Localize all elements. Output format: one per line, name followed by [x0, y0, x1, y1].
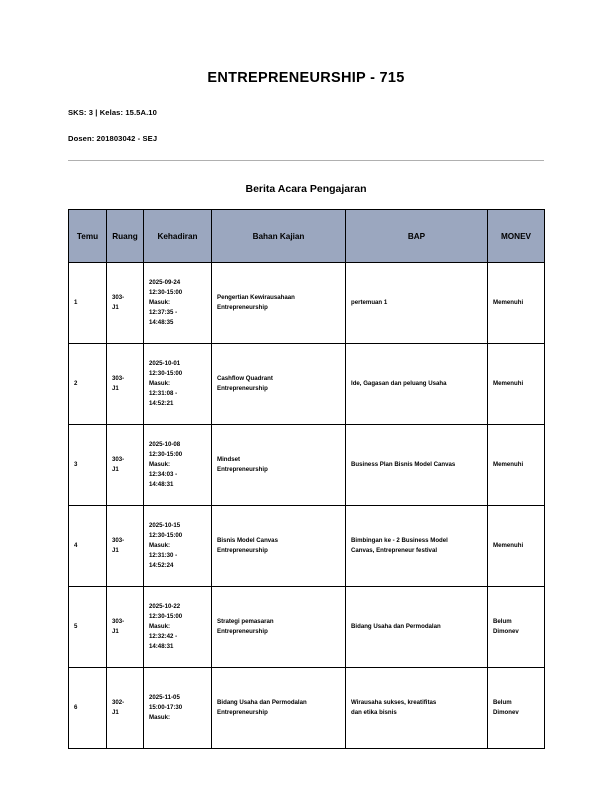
kehadiran-date: 2025-10-22 — [149, 603, 181, 611]
cell-kehadiran — [144, 425, 212, 506]
cell-ruang — [107, 587, 144, 668]
table-row — [69, 506, 545, 587]
cell-bap — [346, 425, 488, 506]
bap-line-2: dan etika bisnis — [351, 709, 397, 716]
kehadiran-slot: 12:30-15:00 — [149, 451, 183, 459]
bahan-line-2: Entrepreneurship — [217, 466, 268, 473]
column-header-temu: Temu — [69, 210, 107, 263]
cell-temu: 1 — [69, 263, 107, 344]
kehadiran-end: 14:52:21 — [149, 399, 174, 407]
status-badge: Memenuhi — [493, 461, 524, 469]
ruang-line-1: 303- — [112, 618, 125, 626]
cell-bahan-kajian — [212, 668, 346, 749]
cell-bahan-kajian — [212, 587, 346, 668]
bap-line-2: Canvas, Entrepreneur festival — [351, 547, 438, 554]
ruang-line-2: J1 — [112, 466, 119, 473]
bap-line-1: Business Plan Bisnis Model Canvas — [351, 461, 456, 469]
kehadiran-date: 2025-10-08 — [149, 441, 181, 449]
kehadiran-start: 12:31:30 - — [149, 551, 178, 559]
bahan-line-2: Entrepreneurship — [217, 304, 268, 311]
cell-kehadiran — [144, 344, 212, 425]
meta-dosen: Dosen: 201803042 - SEJ — [68, 134, 158, 143]
ruang-line-2: J1 — [112, 628, 119, 635]
cell-kehadiran — [144, 263, 212, 344]
column-header-kehadiran: Kehadiran — [144, 210, 212, 263]
kehadiran-start: 12:34:03 - — [149, 470, 178, 478]
kehadiran-slot: 15:00-17:30 — [149, 704, 183, 712]
cell-ruang — [107, 506, 144, 587]
kehadiran-end: 14:48:35 — [149, 318, 174, 326]
ruang-line-2: J1 — [112, 709, 119, 716]
table-header — [69, 210, 545, 263]
bap-line-1: Ide, Gagasan dan peluang Usaha — [351, 380, 447, 388]
cell-bap — [346, 344, 488, 425]
status-badge: Belum — [493, 699, 512, 707]
page-title: ENTREPRENEURSHIP - 715 — [207, 70, 405, 86]
kehadiran-slot: 12:30-15:00 — [149, 532, 183, 540]
cell-temu: 4 — [69, 506, 107, 587]
cell-monev — [488, 668, 545, 749]
cell-monev — [488, 344, 545, 425]
status-badge-line-2: Dimonev — [493, 628, 519, 635]
ruang-line-1: 303- — [112, 456, 125, 464]
table-body — [69, 263, 545, 749]
kehadiran-end: 14:52:24 — [149, 561, 174, 569]
cell-kehadiran — [144, 587, 212, 668]
cell-temu: 5 — [69, 587, 107, 668]
bahan-line-1: Cashflow Quadrant — [217, 375, 273, 383]
kehadiran-start: 12:37:35 - — [149, 308, 178, 316]
cell-temu: 2 — [69, 344, 107, 425]
column-header-ruang: Ruang — [107, 210, 144, 263]
status-badge: Memenuhi — [493, 299, 524, 307]
cell-temu: 6 — [69, 668, 107, 749]
ruang-line-1: 303- — [112, 375, 125, 383]
bap-line-1: Wirausaha sukses, kreatifitas — [351, 699, 437, 707]
status-badge: Memenuhi — [493, 380, 524, 388]
cell-bap — [346, 587, 488, 668]
ruang-line-2: J1 — [112, 385, 119, 392]
section-title: Berita Acara Pengajaran — [245, 183, 367, 195]
bahan-line-2: Entrepreneurship — [217, 709, 268, 716]
bahan-line-2: Entrepreneurship — [217, 628, 268, 635]
meta-sks-kelas: SKS: 3 | Kelas: 15.5A.10 — [68, 108, 157, 117]
cell-bahan-kajian — [212, 425, 346, 506]
kehadiran-slot: 12:30-15:00 — [149, 289, 183, 297]
course-meta — [68, 108, 544, 143]
bahan-line-1: Mindset — [217, 456, 241, 464]
bap-line-1: pertemuan 1 — [351, 299, 388, 307]
ruang-line-2: J1 — [112, 547, 119, 554]
cell-bap — [346, 668, 488, 749]
column-header-bahan-kajian: Bahan Kajian — [212, 210, 346, 263]
kehadiran-start: 12:31:08 - — [149, 389, 178, 397]
cell-bap — [346, 506, 488, 587]
table-row — [69, 425, 545, 506]
cell-monev — [488, 506, 545, 587]
cell-ruang — [107, 263, 144, 344]
ruang-line-1: 303- — [112, 537, 125, 545]
bahan-line-1: Bidang Usaha dan Permodalan — [217, 699, 307, 707]
cell-monev — [488, 263, 545, 344]
kehadiran-date: 2025-09-24 — [149, 279, 181, 287]
cell-bahan-kajian — [212, 506, 346, 587]
kehadiran-masuk-label: Masuk: — [149, 623, 170, 631]
cell-monev — [488, 587, 545, 668]
bap-line-1: Bimbingan ke - 2 Business Model — [351, 537, 448, 545]
cell-kehadiran — [144, 668, 212, 749]
table-row — [69, 344, 545, 425]
bahan-line-1: Bisnis Model Canvas — [217, 537, 278, 545]
kehadiran-start: 12:32:42 - — [149, 632, 178, 640]
bahan-line-1: Strategi pemasaran — [217, 618, 274, 626]
kehadiran-end: 14:48:31 — [149, 480, 174, 488]
cell-kehadiran — [144, 506, 212, 587]
kehadiran-slot: 12:30-15:00 — [149, 613, 183, 621]
kehadiran-masuk-label: Masuk: — [149, 461, 170, 469]
column-header-monev: MONEV — [488, 210, 545, 263]
kehadiran-date: 2025-10-15 — [149, 522, 181, 530]
ruang-line-1: 302- — [112, 699, 125, 707]
cell-bahan-kajian — [212, 263, 346, 344]
cell-ruang — [107, 425, 144, 506]
cell-monev — [488, 425, 545, 506]
status-badge: Memenuhi — [493, 542, 524, 550]
cell-ruang — [107, 344, 144, 425]
cell-ruang — [107, 668, 144, 749]
kehadiran-masuk-label: Masuk: — [149, 380, 170, 388]
kehadiran-slot: 12:30-15:00 — [149, 370, 183, 378]
cell-bap — [346, 263, 488, 344]
column-header-bap: BAP — [346, 210, 488, 263]
kehadiran-date: 2025-11-05 — [149, 694, 180, 702]
table-row — [69, 587, 545, 668]
table-header-row — [69, 210, 545, 263]
status-badge-line-2: Dimonev — [493, 709, 519, 716]
kehadiran-masuk-label: Masuk: — [149, 713, 170, 721]
table-row — [69, 263, 545, 344]
cell-bahan-kajian — [212, 344, 346, 425]
kehadiran-end: 14:48:31 — [149, 642, 174, 650]
cell-temu: 3 — [69, 425, 107, 506]
table-row — [69, 668, 545, 749]
ruang-line-1: 303- — [112, 294, 125, 302]
bahan-line-2: Entrepreneurship — [217, 547, 268, 554]
bahan-line-2: Entrepreneurship — [217, 385, 268, 392]
berita-acara-table — [68, 209, 545, 749]
status-badge: Belum — [493, 618, 512, 626]
horizontal-divider — [68, 160, 544, 161]
bahan-line-1: Pengertian Kewirausahaan — [217, 294, 295, 302]
kehadiran-masuk-label: Masuk: — [149, 299, 170, 307]
kehadiran-date: 2025-10-01 — [149, 360, 181, 368]
kehadiran-masuk-label: Masuk: — [149, 542, 170, 550]
bap-line-1: Bidang Usaha dan Permodalan — [351, 623, 441, 631]
ruang-line-2: J1 — [112, 304, 119, 311]
